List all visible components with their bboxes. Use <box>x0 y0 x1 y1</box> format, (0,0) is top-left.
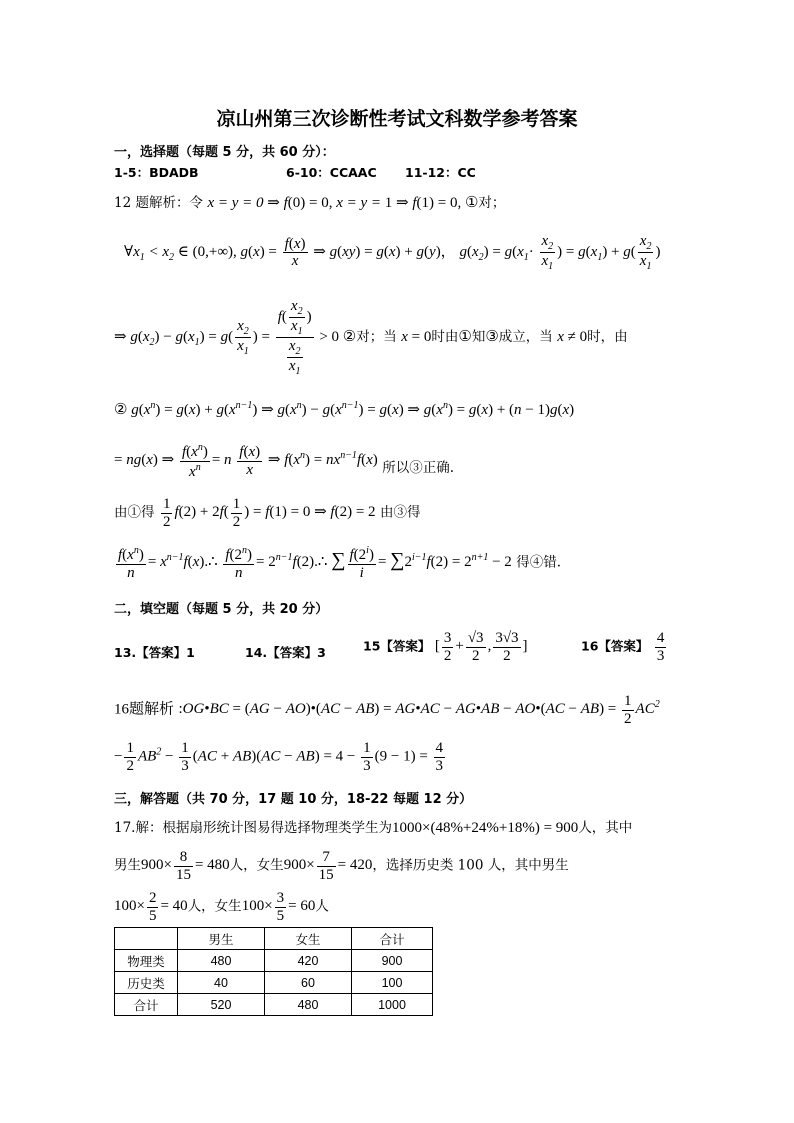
answer-13: 13.【答案】1 <box>114 645 195 660</box>
section-1-heading: 一，选择题（每题 5 分，共 60 分）： <box>114 145 335 160</box>
q16-line-1: 16题解析 :OG•BC = (AG − AO)•(AC − AB) = AG•AC − AG•AB − AO•(AC − AB) = $\frac{1}{2}$ $AC^2$ <box>114 693 660 727</box>
table-cell: 历史类 <box>115 972 178 994</box>
q17-line-1: 17.解：根据扇形统计图易得选择物理类学生为1000×(48%+24%+18%) = 900人，其中 <box>114 820 633 836</box>
table-header-row <box>115 928 433 950</box>
table-cell: 480 <box>178 950 265 972</box>
answer-1-5: 1-5：BDADB <box>114 165 199 180</box>
table-cell: 物理类 <box>115 950 178 972</box>
table-cell: 男生 <box>178 928 265 950</box>
table-cell: 900 <box>352 950 433 972</box>
table-row <box>115 972 433 994</box>
table-cell: 420 <box>265 950 352 972</box>
q17-line-3: 100× $\frac{2}{5}$ = 40人，女生100× $\frac{3}{5}$ = 60人 <box>114 890 329 924</box>
table-cell: 1000 <box>352 994 433 1016</box>
table-row <box>115 950 433 972</box>
answer-16: 16【答案】 $\frac{4}{3}$ <box>581 630 665 664</box>
answer-11-12: 11-12：CC <box>405 165 476 180</box>
q12-line-3: ⇒ $g(x_2) - g(x_1) = g$( $\frac{x_2}{x_1}$ ) = f( $\frac{x_2}{x_1}$ ) $\frac{x_2}{x_1}$ > 0 ②对；当 x = 0时由①知③成立，当 x ≠ 0时，由 <box>114 298 628 377</box>
q17-line-2: 男生900× $\frac{8}{15}$ = 480人，女生900× $\frac{7}{15}$ = 420，选择历史类 100 人，其中男生 <box>114 849 569 883</box>
table-cell: 40 <box>178 972 265 994</box>
q12-line-2: $\forall x_1 < x_2$ ∈ (0,+∞), g(x) = $\frac{f(x)}{x}$ ⇒ g(xy) = g(x) + g(y)， $g(x_2) = g(x_1\cdot$ $\frac{x_2}{x_1}$ ) = $g(x_1) + g$( $\frac{x_2}{x_1}$ ) <box>124 233 661 272</box>
q12-line-1: 12 题解析：令 x = y = 0 ⇒ f(0) = 0, x = y = 1 ⇒ f(1) = 0, ①对； <box>114 195 506 211</box>
q12-line-7: $\frac{f(x^n)}{n}$ = $x^{n-1}f(x).\therefore$ $\frac{f(2^n)}{n}$ = $2^{n-1}f(2).\therefore$ ∑ $\frac{f(2^i)}{i}$ = $\sum 2^{i-1}f(2) = 2^{n+1} - 2$ 得④错. <box>118 545 562 581</box>
page-title: 凉山州第三次诊断性考试文科数学参考答案 <box>216 108 578 130</box>
q16-line-2: − $\frac{1}{2}$ $AB^2$ − $\frac{1}{3}$ (AC + AB)(AC − AB) = 4 − $\frac{1}{3}$ (9 − 1) = $\frac{4}{3}$ <box>114 740 444 774</box>
table-row <box>115 994 433 1016</box>
answer-14: 14.【答案】3 <box>245 645 326 660</box>
table-cell: 100 <box>352 972 433 994</box>
table-cell: 60 <box>265 972 352 994</box>
table-cell: 520 <box>178 994 265 1016</box>
table-cell: 480 <box>265 994 352 1016</box>
table-cell: 合计 <box>115 994 178 1016</box>
stats-table <box>114 927 433 1016</box>
table-cell: 合计 <box>352 928 433 950</box>
q12-line-5: = ng(x) ⇒ $\frac{f(x^n)}{x^n}$ = n $\frac{f(x)}{x}$ ⇒ $f(x^n) = nx^{n-1}f(x)$ 所以③正确. <box>114 442 455 480</box>
answer-6-10: 6-10：CCAAC <box>286 165 377 180</box>
section-2-heading: 二，填空题（每题 5 分，共 20 分） <box>114 602 329 617</box>
answer-15: 15【答案】 [ $\frac{3}{2}$ + $\frac{√3}{2}$ , $\frac{3√3}{2}$ ] <box>363 630 528 664</box>
table-cell <box>115 928 178 950</box>
q12-line-4: ② $g(x^n) = g(x) + g(x^{n-1})$ ⇒ $g(x^n) - g(x^{n-1}) = g(x)$ ⇒ $g(x^n) = g(x) + (n - 1)g(x)$ <box>114 400 575 418</box>
q12-line-6: 由①得 $\frac{1}{2}$ f(2) + 2f( $\frac{1}{2}$ ) = f(1) = 0 ⇒ f(2) = 2 由③得 <box>114 496 421 530</box>
table-cell: 女生 <box>265 928 352 950</box>
section-3-heading: 三，解答题（共 70 分，17 题 10 分，18-22 每题 12 分） <box>114 792 473 807</box>
